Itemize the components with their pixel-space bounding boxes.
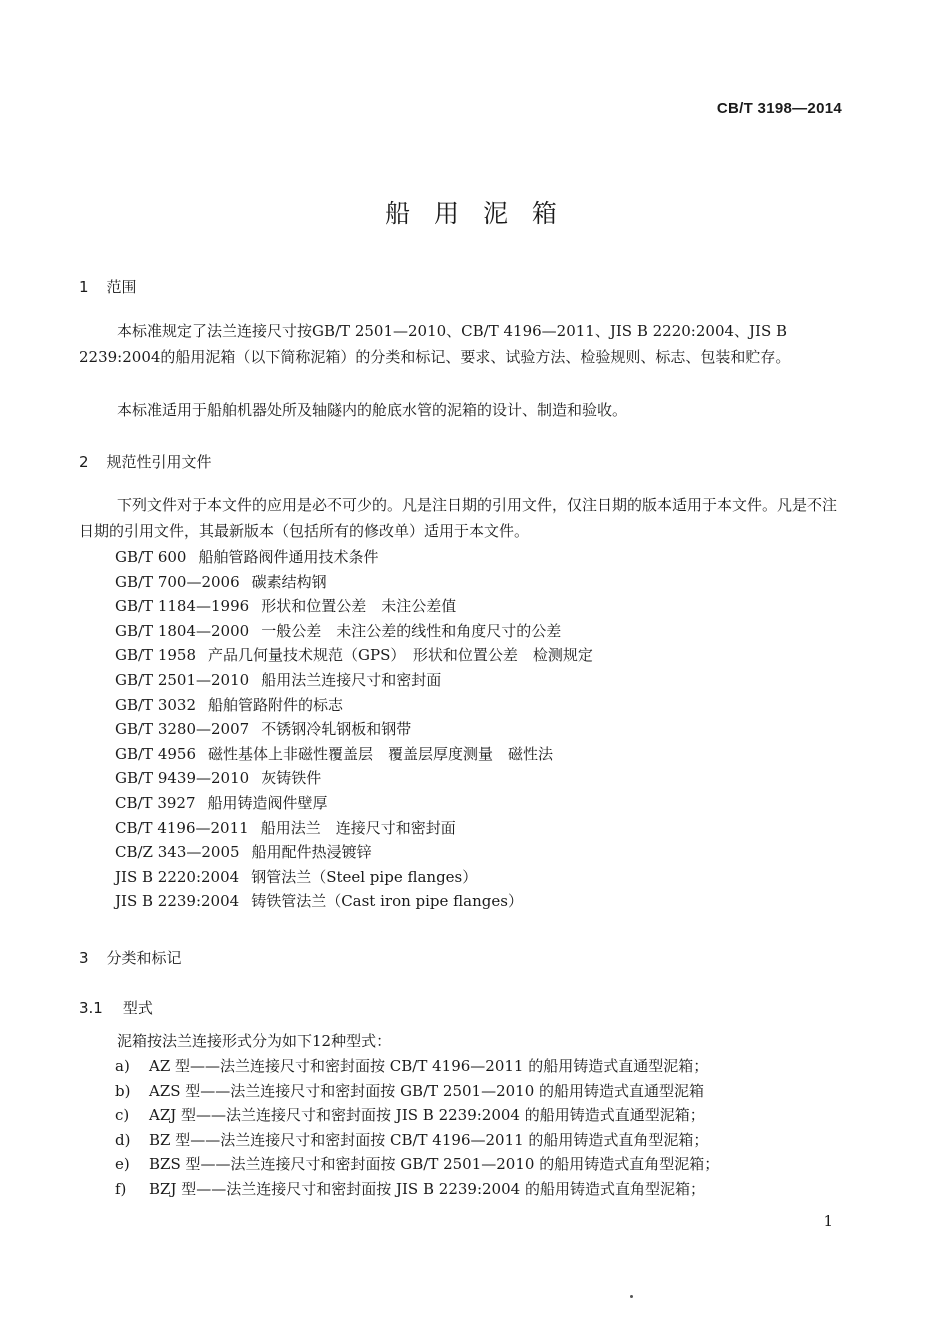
scan-speck <box>630 1295 633 1298</box>
section-3-number: 3 <box>79 949 89 967</box>
type-list-item <box>115 1128 719 1153</box>
reference-title: 船舶管路阀件通用技术条件 <box>198 548 379 566</box>
reference-code: GB/T 3280—2007 <box>115 720 250 739</box>
section-1-paragraph-2: 本标准适用于船舶机器处所及轴隧内的舱底水管的泥箱的设计、制造和验收。 <box>117 401 628 419</box>
type-list-item <box>115 1079 719 1104</box>
reference-title: 不锈钢冷轧钢板和钢带 <box>261 720 412 739</box>
normative-references-list <box>115 545 593 914</box>
type-list-item <box>115 1152 719 1177</box>
standard-number: CB/T 3198—2014 <box>716 100 842 117</box>
reference-item <box>115 791 593 816</box>
section-2-intro: 下列文件对于本文件的应用是必不可少的。凡是注日期的引用文件，仅注日期的版本适用于本文件。凡是不注日期的引用文件，其最新版本（包括所有的修改单）适用于本文件。 <box>79 496 838 540</box>
item-text: BZJ 型——法兰连接尺寸和密封面按 JIS B 2239:2004 的船用铸造式直角型泥箱； <box>149 1179 705 1198</box>
reference-code: GB/T 600 <box>115 548 187 566</box>
reference-item <box>115 668 593 693</box>
reference-code: GB/T 2501—2010 <box>115 670 250 689</box>
reference-item <box>115 619 593 644</box>
reference-item <box>115 545 593 570</box>
type-list-item <box>115 1054 719 1079</box>
subsection-3-1-number: 3.1 <box>79 999 103 1017</box>
item-marker: d) <box>115 1130 131 1149</box>
section-3-heading <box>79 947 182 968</box>
subsection-3-1-intro: 泥箱按法兰连接形式分为如下12种型式： <box>117 1032 392 1050</box>
reference-item <box>115 816 593 841</box>
reference-title: 船舶管路附件的标志 <box>208 695 344 714</box>
reference-title: 磁性基体上非磁性覆盖层 覆盖层厚度测量 磁性法 <box>208 744 554 763</box>
item-marker: b) <box>115 1081 131 1100</box>
item-marker: e) <box>115 1155 130 1174</box>
section-1-heading <box>79 276 137 297</box>
reference-title: 钢管法兰（Steel pipe flanges） <box>251 867 478 886</box>
reference-item <box>115 766 593 791</box>
reference-item <box>115 643 593 668</box>
subsection-3-1-title: 型式 <box>122 999 153 1017</box>
reference-code: CB/Z 343—2005 <box>115 843 240 862</box>
reference-code: GB/T 3032 <box>115 695 197 714</box>
reference-code: JIS B 2220:2004 <box>115 867 240 886</box>
item-marker: f) <box>115 1179 127 1198</box>
reference-title: 灰铸铁件 <box>261 769 322 788</box>
reference-title: 铸铁管法兰（Cast iron pipe flanges） <box>251 892 523 911</box>
subsection-3-1-heading <box>79 997 153 1018</box>
reference-item <box>115 594 593 619</box>
item-marker: c) <box>115 1106 130 1125</box>
reference-title: 船用铸造阀件壁厚 <box>207 793 328 812</box>
type-list-item <box>115 1103 719 1128</box>
page-number: 1 <box>823 1212 833 1230</box>
reference-title: 碳素结构钢 <box>251 572 327 591</box>
reference-title: 产品几何量技术规范（GPS） 形状和位置公差 检测规定 <box>208 646 593 665</box>
type-list-item <box>115 1177 719 1202</box>
section-3-title: 分类和标记 <box>106 949 182 967</box>
reference-item <box>115 570 593 595</box>
item-marker: a) <box>115 1057 130 1075</box>
item-text: BZS 型——法兰连接尺寸和密封面按 GB/T 2501—2010 的船用铸造式直角型泥箱； <box>149 1155 720 1174</box>
reference-title: 形状和位置公差 未注公差值 <box>261 597 457 616</box>
reference-code: JIS B 2239:2004 <box>115 892 240 911</box>
reference-code: GB/T 1804—2000 <box>115 621 250 640</box>
type-list <box>115 1054 719 1202</box>
reference-code: GB/T 4956 <box>115 744 197 763</box>
section-2-number: 2 <box>79 453 89 471</box>
reference-item <box>115 693 593 718</box>
reference-item <box>115 717 593 742</box>
reference-title: 一般公差 未注公差的线性和角度尺寸的公差 <box>261 621 562 640</box>
section-2-title: 规范性引用文件 <box>106 453 212 471</box>
section-2-heading <box>79 451 212 472</box>
document-title: 船 用 泥 箱 <box>385 199 565 228</box>
section-1-title: 范围 <box>106 278 137 296</box>
reference-title: 船用配件热浸镀锌 <box>251 843 372 862</box>
reference-title: 船用法兰连接尺寸和密封面 <box>261 670 442 689</box>
reference-item <box>115 889 593 914</box>
reference-code: GB/T 1958 <box>115 646 197 665</box>
reference-item <box>115 865 593 890</box>
reference-code: GB/T 1184—1996 <box>115 597 250 616</box>
reference-title: 船用法兰 连接尺寸和密封面 <box>260 818 456 837</box>
section-1-paragraph-1: 本标准规定了法兰连接尺寸按GB/T 2501—2010、CB/T 4196—2011、JIS B 2220:2004、JIS B 2239:2004的船用泥箱（以下简称泥箱）的分类和标记、要求、试验方法、检验规则、标志、包装和贮存。 <box>79 322 791 366</box>
reference-code: CB/T 4196—2011 <box>115 818 249 837</box>
reference-item <box>115 840 593 865</box>
reference-code: CB/T 3927 <box>115 793 196 812</box>
item-text: AZJ 型——法兰连接尺寸和密封面按 JIS B 2239:2004 的船用铸造式直通型泥箱； <box>149 1106 705 1125</box>
item-text: AZ 型——法兰连接尺寸和密封面按 CB/T 4196—2011 的船用铸造式直通型泥箱； <box>149 1057 709 1075</box>
reference-code: GB/T 9439—2010 <box>115 769 250 788</box>
reference-code: GB/T 700—2006 <box>115 572 240 591</box>
reference-item <box>115 742 593 767</box>
section-1-number: 1 <box>79 278 89 296</box>
item-text: AZS 型——法兰连接尺寸和密封面按 GB/T 2501—2010 的船用铸造式直通型泥箱 <box>149 1081 705 1100</box>
item-text: BZ 型——法兰连接尺寸和密封面按 CB/T 4196—2011 的船用铸造式直角型泥箱； <box>149 1130 709 1149</box>
